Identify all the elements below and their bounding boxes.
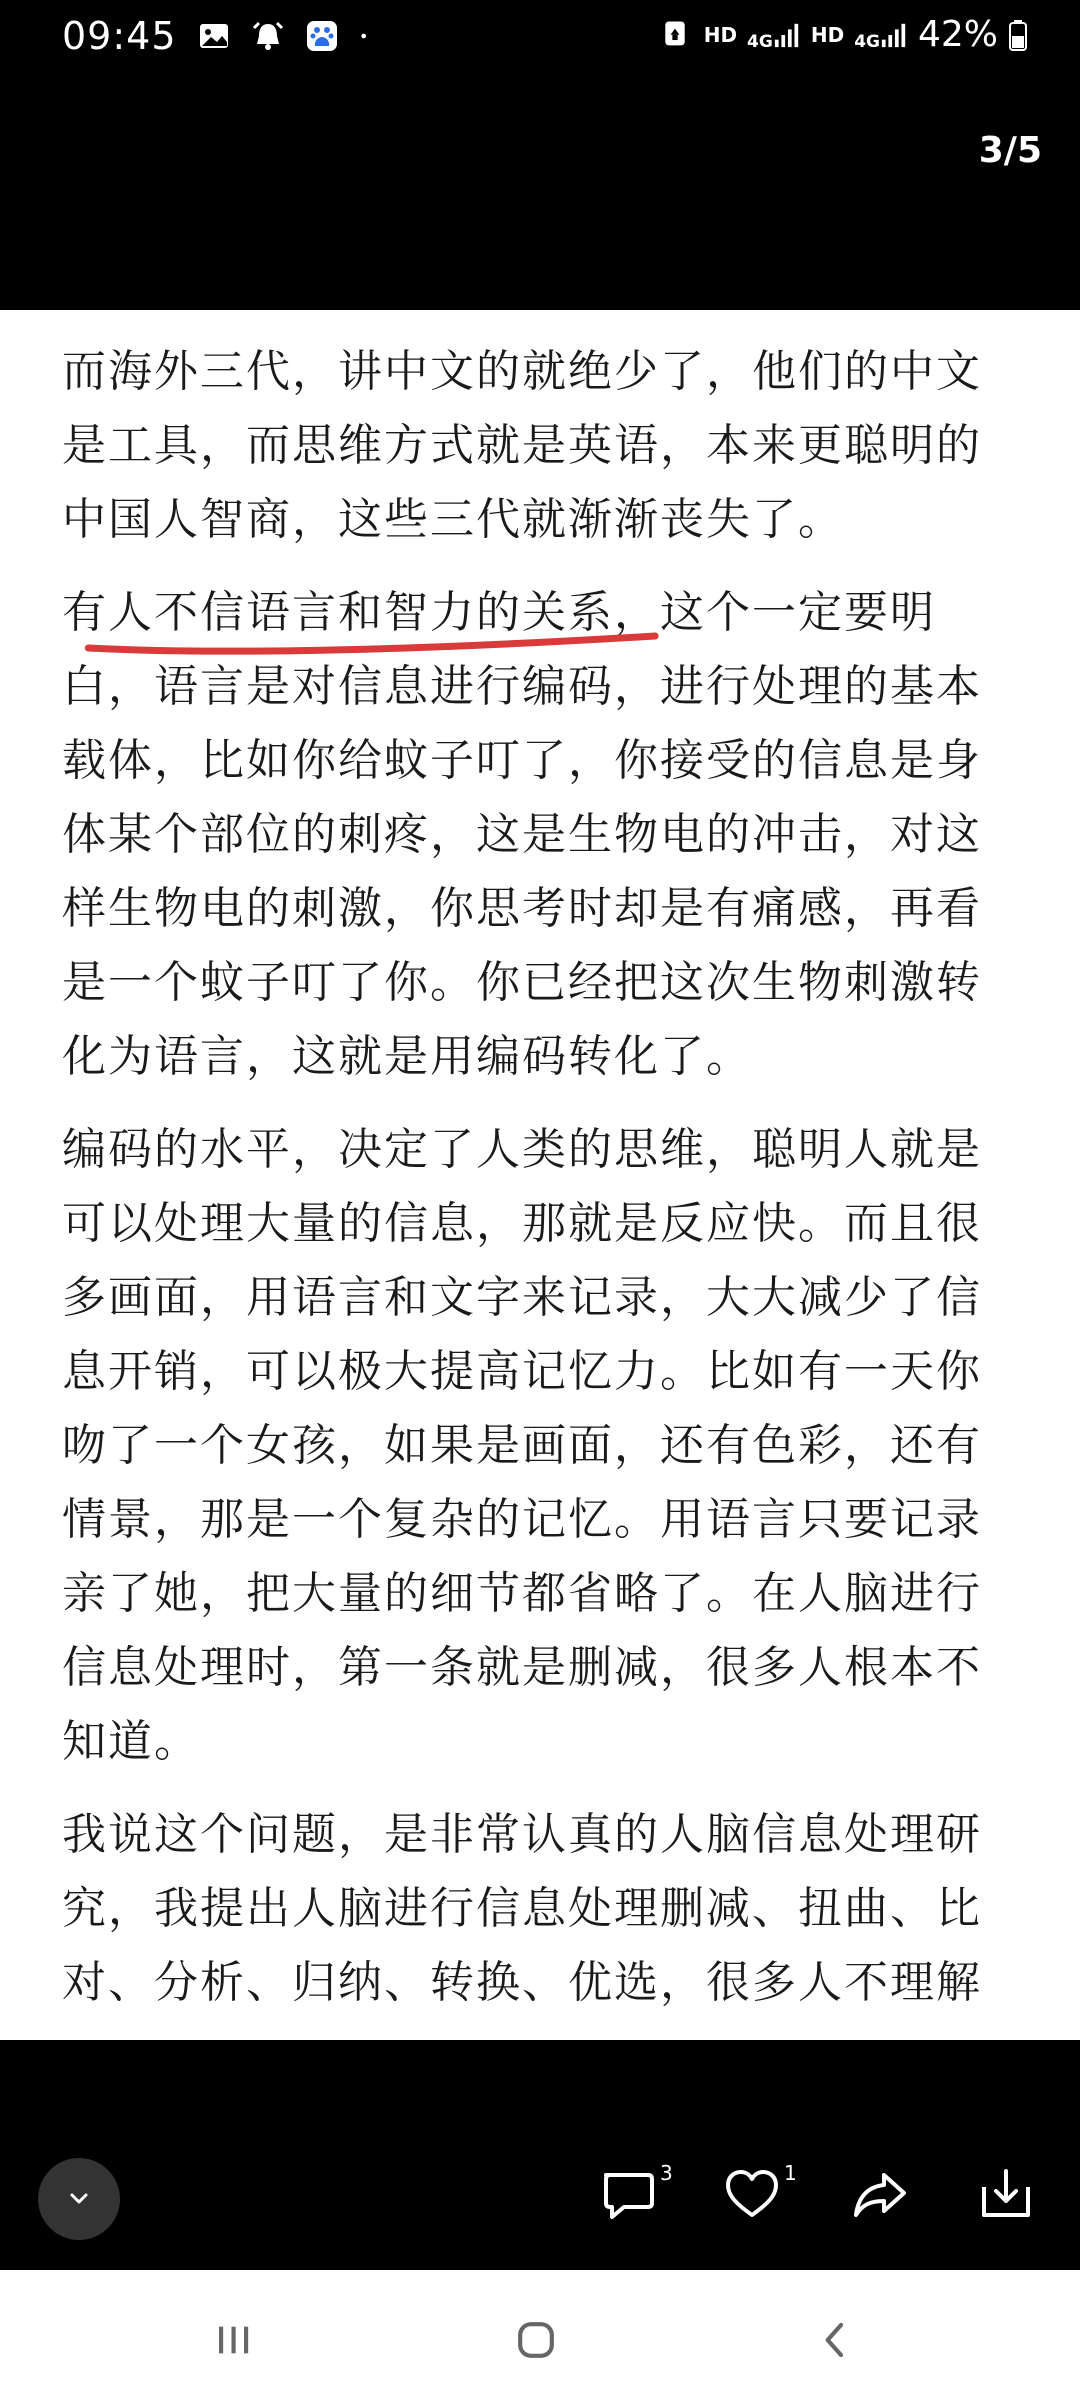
battery-percent: 42% [917,14,998,55]
recent-apps-button[interactable] [204,2310,264,2370]
back-button[interactable] [806,2310,866,2370]
download-button[interactable] [976,2165,1036,2225]
recent-apps-icon [209,2315,259,2365]
navigation-bar [0,2270,1080,2400]
home-button[interactable] [506,2310,566,2370]
share-button[interactable] [850,2165,910,2225]
paragraph-3: 编码的水平，决定了人类的思维，聪明人就是可以处理大量的信息，那就是反应快。而且很多画面，用语言和文字来记录，大大减少了信息开销，可以极大提高记忆力。比如有一天你吻了一个女孩，如果是画面，还有色彩，还有情景，那是一个复杂的记忆。用语言只要记录亲了她，把大量的细节都省略了。在人脑进行信息处理时，第一条就是删减，很多人根本不知道。 [62,1124,982,1767]
signal-1-icon: 4G [747,20,801,50]
like-button[interactable] [722,2161,797,2225]
highlight-text: 有人不信语言和智力的关系 [62,587,614,638]
comment-count: 3 [660,2161,673,2185]
status-right [660,14,1042,55]
signal-2-icon: 4G [854,20,908,50]
hd-label-2: HD [810,22,845,47]
battery-icon [1008,18,1042,52]
back-icon [811,2315,861,2365]
paragraph-1: 而海外三代，讲中文的就绝少了，他们的中文是工具，而思维方式就是英语，本来更聪明的中国人智商，这些三代就渐渐丧失了。 [62,346,982,545]
status-time: 09:45 [62,14,177,58]
hd-label-1: HD [703,22,738,47]
red-underline-mark [58,630,665,656]
paragraph-4: 我说这个问题，是非常认真的人脑信息处理研究，我提出人脑进行信息处理删减、扭曲、比对、分析、归纳、转换、优选，很多人不理解 [62,1809,982,2008]
collapse-button[interactable] [38,2158,120,2240]
chevron-down-icon [64,2184,94,2214]
image-content-panel[interactable] [0,310,1080,2040]
share-icon [850,2165,910,2225]
comment-button[interactable] [598,2161,673,2225]
status-bar [0,0,1080,76]
page-counter: 3/5 [978,130,1042,171]
baidu-icon [305,19,339,53]
like-count: 1 [784,2161,797,2185]
gallery-icon [197,19,231,53]
alarm-icon [251,19,285,53]
paragraph-2 [62,576,1022,1094]
notification-dot-icon [359,19,393,53]
paragraph-2-rest: ，这个一定要明白，语言是对信息进行编码，进行处理的基本载体，比如你给蚊子叮了，你接受的信息是身体某个部位的刺疼，这是生物电的冲击，对这样生物电的刺激，你思考时却是有痛感，再看是一个蚊子叮了你。你已经把这次生物刺激转化为语言，这就是用编码转化了。 [62,587,982,1082]
recycle-icon [660,18,694,52]
status-left [62,14,393,58]
download-icon [976,2165,1036,2225]
comment-icon [598,2165,658,2225]
article-text [62,335,1022,2039]
home-icon [511,2315,561,2365]
action-bar [0,2040,1080,2270]
underlined-phrase [62,587,614,638]
heart-icon [722,2165,782,2225]
